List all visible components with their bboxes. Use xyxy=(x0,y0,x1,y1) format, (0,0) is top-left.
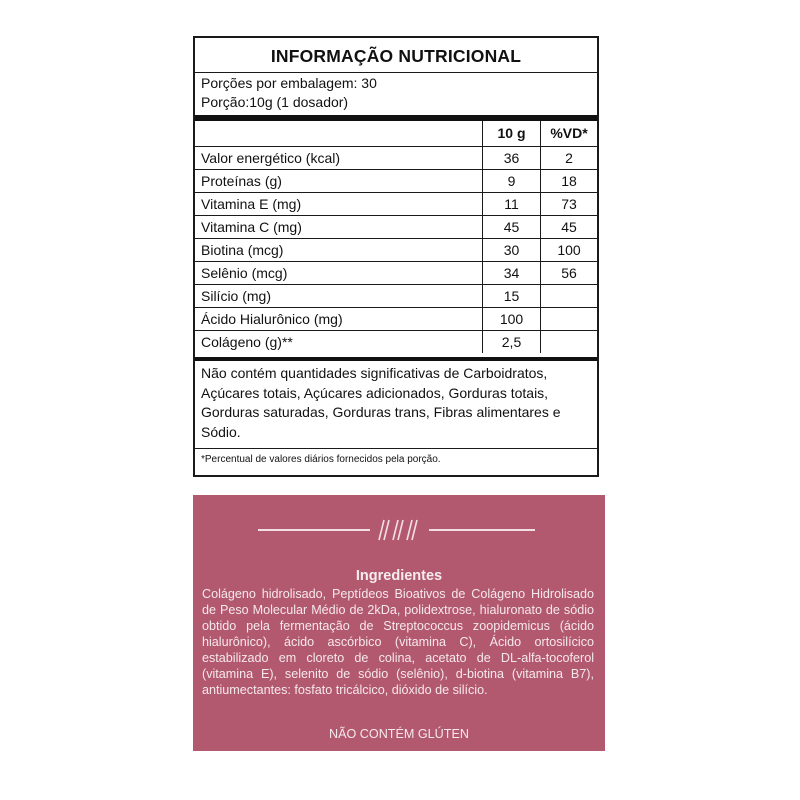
gluten-free-notice: NÃO CONTÉM GLÚTEN xyxy=(329,727,469,741)
decorative-line xyxy=(429,529,535,531)
decorative-line xyxy=(258,529,370,531)
nutrition-table xyxy=(195,121,597,353)
thick-divider xyxy=(195,357,597,361)
header-dv: %VD* xyxy=(541,121,598,147)
nutrient-dv: 73 xyxy=(541,193,598,216)
table-row xyxy=(195,331,597,354)
nutrient-name: Vitamina E (mg) xyxy=(195,193,483,216)
nutrient-name: Colágeno (g)** xyxy=(195,331,483,354)
servings-per-package: Porções por embalagem: 30 xyxy=(201,75,377,91)
table-row xyxy=(195,262,597,285)
nutrition-title: INFORMAÇÃO NUTRICIONAL xyxy=(270,46,522,66)
nutrient-amount: 45 xyxy=(483,216,541,239)
nutrient-dv: 56 xyxy=(541,262,598,285)
table-row xyxy=(195,216,597,239)
nutrient-name: Proteínas (g) xyxy=(195,170,483,193)
table-row xyxy=(195,285,597,308)
table-row xyxy=(195,308,597,331)
nutrient-name: Biotina (mcg) xyxy=(195,239,483,262)
header-amount: 10 g xyxy=(483,121,541,147)
nutrient-dv: 2 xyxy=(541,147,598,170)
nutrient-amount: 36 xyxy=(483,147,541,170)
nutrient-amount: 100 xyxy=(483,308,541,331)
ingredients-title: Ingredientes xyxy=(355,568,443,584)
nutrient-name: Ácido Hialurônico (mg) xyxy=(195,308,483,331)
nutrient-amount: 30 xyxy=(483,239,541,262)
nutrient-amount: 11 xyxy=(483,193,541,216)
nutrient-dv: 100 xyxy=(541,239,598,262)
table-header-row xyxy=(195,121,597,147)
serving-size: Porção:10g (1 dosador) xyxy=(201,94,349,110)
nutrient-name: Vitamina C (mg) xyxy=(195,216,483,239)
nutrient-amount: 2,5 xyxy=(483,331,541,354)
nutrient-dv: 18 xyxy=(541,170,598,193)
hash-divider-icon xyxy=(369,518,429,542)
ingredients-panel xyxy=(193,495,605,751)
divider xyxy=(195,72,597,73)
table-row xyxy=(195,170,597,193)
table-row xyxy=(195,239,597,262)
dv-footnote: *Percentual de valores diários fornecidos pela porção. xyxy=(201,454,441,465)
nutrition-facts-panel xyxy=(193,36,599,477)
divider xyxy=(195,448,597,449)
header-blank xyxy=(195,121,483,147)
nutrient-name: Valor energético (kcal) xyxy=(195,147,483,170)
nutrient-dv xyxy=(541,331,598,354)
table-row xyxy=(195,147,597,170)
nutrient-name: Selênio (mcg) xyxy=(195,262,483,285)
nutrient-amount: 9 xyxy=(483,170,541,193)
nutrient-amount: 15 xyxy=(483,285,541,308)
nutrient-dv: 45 xyxy=(541,216,598,239)
nutrient-name: Silício (mg) xyxy=(195,285,483,308)
not-significant-note: Não contém quantidades significativas de Carboidratos, Açúcares totais, Açúcares adicionados, Gorduras totais, Gorduras saturadas, Gorduras trans, Fibras alimentares e Sódio. xyxy=(201,365,561,440)
nutrient-dv xyxy=(541,308,598,331)
nutrient-dv xyxy=(541,285,598,308)
ingredients-list: Colágeno hidrolisado, Peptídeos Bioativos de Colágeno Hidrolisado de Peso Molecular Médio de 2kDa, polidextrose, hialuronato de sódio obtido pela fermentação de Streptococcus zoopidemicus (ácido hialurônico), ácido ascórbico (vitamina C), Ácido ortosilícico estabilizado em cloreto de colina, acetato de DL-alfa-tocoferol (vitamina E), selenito de sódio (selênio), d-biotina (vitamina B7), antiumectantes: fosfato tricálcico, dióxido de silício. xyxy=(202,587,594,697)
nutrient-amount: 34 xyxy=(483,262,541,285)
table-row xyxy=(195,193,597,216)
